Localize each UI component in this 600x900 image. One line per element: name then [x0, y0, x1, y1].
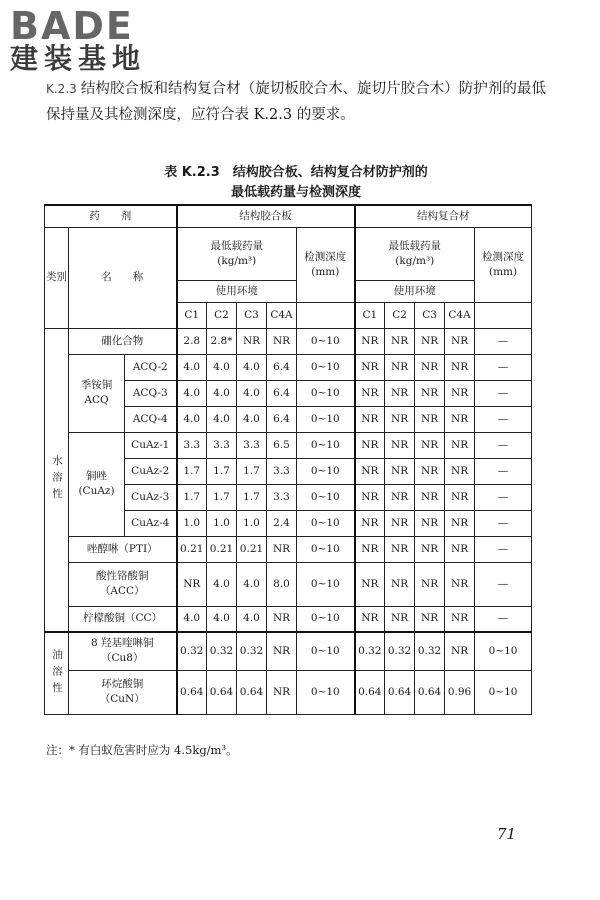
plywood-value: NR — [267, 632, 297, 670]
composite-value: NR — [415, 354, 445, 380]
plywood-value: 4.0 — [237, 606, 267, 632]
plywood-value: NR — [177, 562, 207, 606]
composite-value: NR — [445, 562, 475, 606]
agent-name: 柠檬酸铜（CC） — [69, 606, 177, 632]
composite-value: 0.64 — [415, 670, 445, 714]
plywood-value: 1.7 — [207, 458, 237, 484]
composite-value: NR — [445, 510, 475, 536]
composite-depth: — — [475, 406, 532, 432]
plywood-value: NR — [267, 670, 297, 714]
composite-value: NR — [355, 562, 385, 606]
header-agent: 药 剂 — [45, 205, 177, 227]
plywood-value: 0.32 — [237, 632, 267, 670]
header-plywood: 结构胶合板 — [177, 205, 355, 227]
composite-depth: — — [475, 432, 532, 458]
composite-depth: — — [475, 484, 532, 510]
plywood-value: 3.3 — [207, 432, 237, 458]
min-load-label: 最低载药量 — [210, 239, 263, 252]
composite-value: 0.32 — [385, 632, 415, 670]
min-load-unit: (kg/m³) — [395, 254, 435, 267]
composite-value: NR — [355, 354, 385, 380]
plywood-depth: 0~10 — [297, 432, 355, 458]
plywood-depth: 0~10 — [297, 380, 355, 406]
composite-value: NR — [355, 328, 385, 354]
plywood-depth: 0~10 — [297, 670, 355, 714]
env-col: C3 — [415, 302, 445, 328]
composite-value: NR — [355, 510, 385, 536]
agent-name: CuAz-1 — [125, 432, 177, 458]
header-category: 类别 — [45, 227, 69, 328]
plywood-value: 0.64 — [237, 670, 267, 714]
composite-value: NR — [415, 380, 445, 406]
header-plywood-env: 使用环境 — [177, 280, 297, 302]
table-row — [45, 354, 532, 380]
plywood-value: 4.0 — [207, 562, 237, 606]
table-row — [45, 536, 532, 562]
agent-name: 环烷酸铜（CuN） — [69, 670, 177, 714]
composite-value: NR — [385, 562, 415, 606]
plywood-value: 4.0 — [177, 406, 207, 432]
table-note: 注：* 有白蚁危害时应为 4.5kg/m³。 — [46, 743, 238, 757]
composite-value: NR — [415, 328, 445, 354]
plywood-value: 1.7 — [237, 484, 267, 510]
composite-value: NR — [445, 606, 475, 632]
composite-value: NR — [415, 406, 445, 432]
agent-name: 硼化合物 — [69, 328, 177, 354]
plywood-value: 4.0 — [237, 380, 267, 406]
group-cuaz: 铜唑(CuAz) — [69, 432, 125, 536]
plywood-depth: 0~10 — [297, 562, 355, 606]
composite-value: 0.32 — [415, 632, 445, 670]
composite-value: NR — [445, 632, 475, 670]
plywood-value: 3.3 — [267, 484, 297, 510]
header-composite-depth: 检测深度(mm) — [475, 227, 532, 302]
composite-value: NR — [445, 406, 475, 432]
plywood-value: NR — [267, 606, 297, 632]
bade-logo — [10, 6, 180, 74]
clause-paragraph — [46, 76, 546, 128]
composite-value: NR — [415, 458, 445, 484]
plywood-value: 0.64 — [207, 670, 237, 714]
composite-value: 0.64 — [385, 670, 415, 714]
header-composite-env: 使用环境 — [355, 280, 475, 302]
composite-value: 0.32 — [355, 632, 385, 670]
plywood-value: 4.0 — [207, 354, 237, 380]
plywood-value: 1.0 — [207, 510, 237, 536]
composite-value: NR — [445, 432, 475, 458]
plywood-value: 6.4 — [267, 380, 297, 406]
plywood-depth: 0~10 — [297, 458, 355, 484]
plywood-value: 0.21 — [177, 536, 207, 562]
agent-name: ACQ-3 — [125, 380, 177, 406]
composite-value: NR — [385, 458, 415, 484]
agent-name: 酸性铬酸铜（ACC） — [69, 562, 177, 606]
header-name: 名 称 — [69, 227, 177, 328]
category-oil: 油溶性 — [45, 632, 69, 714]
env-col: C1 — [177, 302, 207, 328]
table-row — [45, 632, 532, 670]
composite-value: NR — [415, 536, 445, 562]
plywood-value: 4.0 — [177, 380, 207, 406]
composite-value: 0.96 — [445, 670, 475, 714]
category-water: 水溶性 — [45, 328, 69, 632]
plywood-value: 0.32 — [177, 632, 207, 670]
composite-value: NR — [355, 406, 385, 432]
clause-number: K.2.3 — [46, 82, 77, 96]
composite-value: NR — [385, 606, 415, 632]
composite-value: NR — [385, 380, 415, 406]
plywood-value: 4.0 — [207, 606, 237, 632]
plywood-value: 6.5 — [267, 432, 297, 458]
env-col: C4A — [267, 302, 297, 328]
header-composite: 结构复合材 — [355, 205, 532, 227]
plywood-depth: 0~10 — [297, 632, 355, 670]
composite-depth: — — [475, 458, 532, 484]
plywood-value: 4.0 — [237, 562, 267, 606]
composite-depth: — — [475, 328, 532, 354]
composite-value: NR — [415, 510, 445, 536]
plywood-value: 4.0 — [237, 406, 267, 432]
clause-text: 结构胶合板和结构复合材（旋切板胶合木、旋切片胶合木）防护剂的最低保持量及其检测深度，应符合表 K.2.3 的要求。 — [46, 81, 546, 123]
composite-value: NR — [385, 328, 415, 354]
composite-depth: — — [475, 562, 532, 606]
plywood-value: 0.32 — [207, 632, 237, 670]
header-plywood-min-load — [177, 227, 297, 280]
plywood-depth: 0~10 — [297, 354, 355, 380]
composite-depth: 0~10 — [475, 632, 532, 670]
table-row — [45, 562, 532, 606]
composite-value: NR — [415, 432, 445, 458]
plywood-value: NR — [237, 328, 267, 354]
plywood-value: 4.0 — [207, 406, 237, 432]
table-title-line2: 最低载药量与检测深度 — [230, 185, 361, 200]
plywood-depth: 0~10 — [297, 606, 355, 632]
agent-name: ACQ-2 — [125, 354, 177, 380]
composite-value: NR — [415, 606, 445, 632]
composite-value: NR — [445, 536, 475, 562]
composite-value: NR — [415, 562, 445, 606]
composite-value: NR — [445, 458, 475, 484]
min-load-unit: (kg/m³) — [217, 254, 257, 267]
agent-name: CuAz-4 — [125, 510, 177, 536]
plywood-value: 6.4 — [267, 406, 297, 432]
env-col: C3 — [237, 302, 267, 328]
plywood-depth: 0~10 — [297, 536, 355, 562]
agent-name: CuAz-3 — [125, 484, 177, 510]
composite-value: 0.64 — [355, 670, 385, 714]
plywood-value: 3.3 — [267, 458, 297, 484]
plywood-depth: 0~10 — [297, 484, 355, 510]
plywood-value: 1.7 — [177, 458, 207, 484]
plywood-value: 6.4 — [267, 354, 297, 380]
plywood-value: 0.64 — [177, 670, 207, 714]
plywood-value: 1.7 — [237, 458, 267, 484]
plywood-value: 2.8* — [207, 328, 237, 354]
plywood-value: 4.0 — [237, 354, 267, 380]
logo-subtitle: 建装基地 — [10, 42, 147, 75]
plywood-value: 4.0 — [177, 606, 207, 632]
composite-value: NR — [445, 380, 475, 406]
agent-name: ACQ-4 — [125, 406, 177, 432]
composite-value: NR — [385, 406, 415, 432]
plywood-value: 4.0 — [207, 380, 237, 406]
logo-wordmark: BADE — [10, 4, 134, 48]
plywood-value: 1.7 — [207, 484, 237, 510]
composite-depth: 0~10 — [475, 670, 532, 714]
env-col: C2 — [207, 302, 237, 328]
preservative-table — [44, 204, 532, 715]
composite-value: NR — [385, 484, 415, 510]
group-acq: 季铵铜ACQ — [69, 354, 125, 432]
composite-value: NR — [385, 536, 415, 562]
plywood-depth: 0~10 — [297, 406, 355, 432]
env-col: C2 — [385, 302, 415, 328]
plywood-value: 3.3 — [237, 432, 267, 458]
env-col: C4A — [445, 302, 475, 328]
plywood-depth: 0~10 — [297, 328, 355, 354]
composite-value: NR — [385, 354, 415, 380]
plywood-value: 0.21 — [237, 536, 267, 562]
composite-depth: — — [475, 354, 532, 380]
plywood-value: 2.8 — [177, 328, 207, 354]
composite-depth: — — [475, 606, 532, 632]
plywood-value: NR — [267, 536, 297, 562]
composite-value: NR — [355, 606, 385, 632]
composite-value: NR — [445, 484, 475, 510]
composite-depth: — — [475, 510, 532, 536]
composite-value: NR — [445, 328, 475, 354]
plywood-value: 4.0 — [177, 354, 207, 380]
agent-name: 唑醇啉（PTI） — [69, 536, 177, 562]
composite-value: NR — [355, 380, 385, 406]
composite-value: NR — [445, 354, 475, 380]
header-composite-min-load — [355, 227, 475, 280]
composite-value: NR — [355, 536, 385, 562]
composite-value: NR — [355, 484, 385, 510]
plywood-value: NR — [267, 328, 297, 354]
plywood-depth: 0~10 — [297, 510, 355, 536]
plywood-value: 0.21 — [207, 536, 237, 562]
table-row — [45, 670, 532, 714]
header-plywood-depth: 检测深度(mm) — [297, 227, 355, 302]
table-row — [45, 606, 532, 632]
plywood-value: 1.0 — [237, 510, 267, 536]
composite-depth: — — [475, 380, 532, 406]
composite-value: NR — [385, 432, 415, 458]
table-row — [45, 432, 532, 458]
agent-name: 8 羟基喹啉铜（Cu8） — [69, 632, 177, 670]
plywood-value: 3.3 — [177, 432, 207, 458]
plywood-value: 1.7 — [177, 484, 207, 510]
composite-depth: — — [475, 536, 532, 562]
plywood-value: 1.0 — [177, 510, 207, 536]
composite-value: NR — [415, 484, 445, 510]
table-row — [45, 328, 532, 354]
composite-value: NR — [355, 458, 385, 484]
agent-name: CuAz-2 — [125, 458, 177, 484]
plywood-value: 2.4 — [267, 510, 297, 536]
min-load-label: 最低载药量 — [388, 239, 442, 252]
composite-value: NR — [385, 510, 415, 536]
composite-value: NR — [355, 432, 385, 458]
plywood-value: 8.0 — [267, 562, 297, 606]
table-title-line1: 表 K.2.3 结构胶合板、结构复合材防护剂的 — [164, 165, 428, 180]
page-number: 71 — [497, 825, 517, 843]
env-col: C1 — [355, 302, 385, 328]
